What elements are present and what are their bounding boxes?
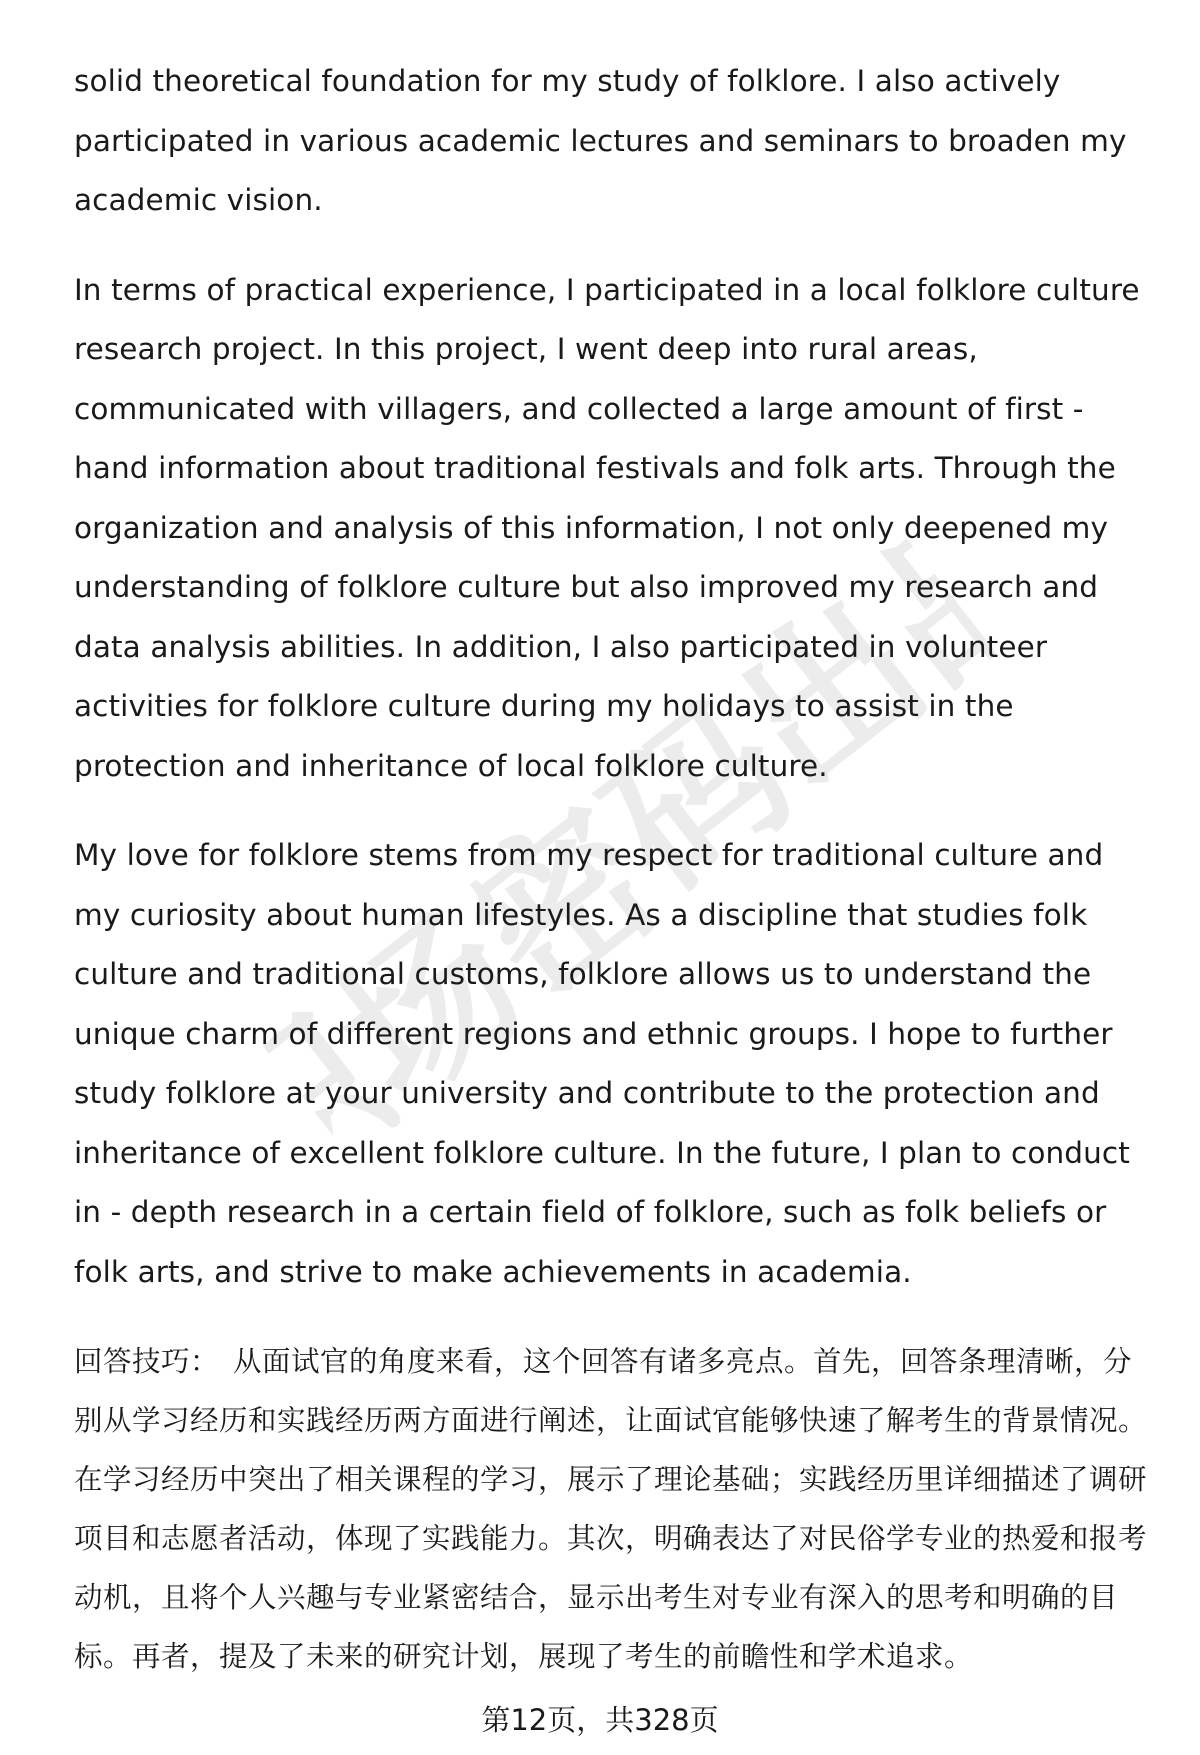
paragraph-love-for-folklore: My love for folklore stems from my respect for traditional culture and my curiosity about human lifestyles. As a discipline that studies folk culture and traditional customs, folklore allows us to understand the unique charm of different regions and ethnic groups. I hope to further study folklore at your university and contribute to the protection and inheritance of excellent folklore culture. In the future, I plan to conduct in - depth research in a certain field of folklore, such as folk beliefs or folk arts, and strive to make achievements in academia.	[74, 838, 1130, 1289]
paragraph-academic-vision: solid theoretical foundation for my study of folklore. I also actively participated in various academic lectures and seminars to broaden my academic vision.	[74, 64, 1127, 217]
watermark-text: 职场密码出品	[226, 495, 1034, 1205]
answer-tips-text: 从面试官的角度来看，这个回答有诸多亮点。首先，回答条理清晰，分别从学习经历和实践经历两方面进行阐述，让面试官能够快速了解考生的背景情况。在学习经历中突出了相关课程的学习，展示了理论基础；实践经历里详细描述了调研项目和志愿者活动，体现了实践能力。其次，明确表达了对民俗学专业的热爱和报考动机，且将个人兴趣与专业紧密结合，显示出考生对专业有深入的思考和明确的目标。再者，提及了未来的研究计划，展现了考生的前瞻性和学术追求。	[74, 1345, 1148, 1673]
answer-tips-label: 回答技巧：	[74, 1345, 220, 1378]
paragraph-practical-experience: In terms of practical experience, I participated in a local folklore culture research project. In this project, I went deep into rural areas, communicated with villagers, and collected a large amount of first - hand information about traditional festivals and folk arts. Through the organization and analysis of this information, I not only deepened my understanding of folklore culture but also improved my research and data analysis abilities. In addition, I also participated in volunteer activities for folklore culture during my holidays to assist in the protection and inheritance of local folklore culture.	[74, 272, 1140, 783]
document-body	[74, 52, 1154, 1686]
page-number: 第12页，共328页	[481, 1703, 719, 1737]
answer-tips	[74, 1332, 1154, 1686]
